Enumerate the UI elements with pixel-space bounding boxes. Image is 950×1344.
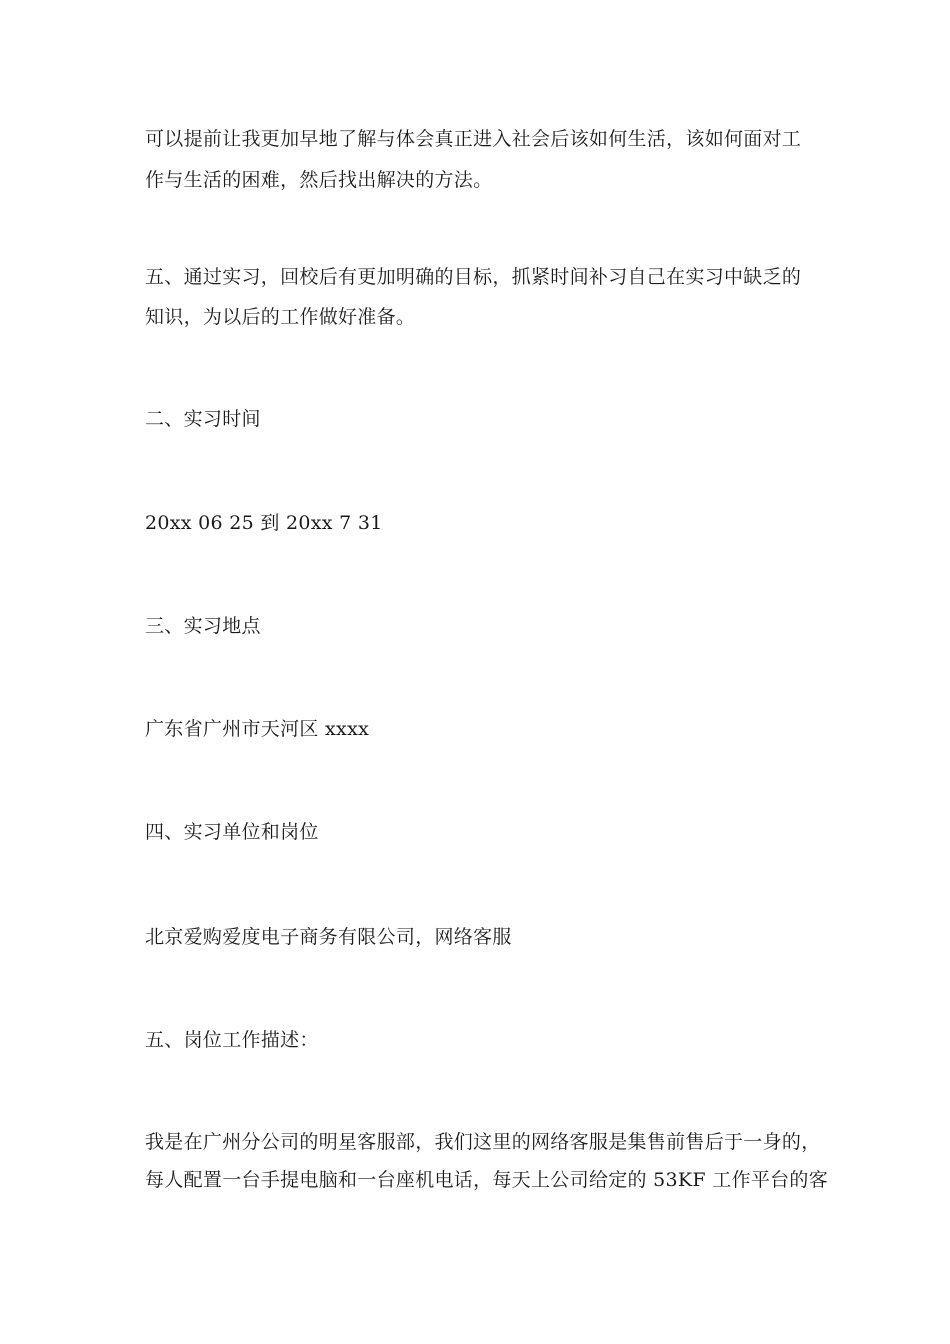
paragraph-line: 我是在广州分公司的明星客服部，我们这里的网络客服是集售前售后于一身的， bbox=[145, 1131, 821, 1153]
section-heading: 二、实习时间 bbox=[145, 408, 261, 430]
paragraph-line: 20xx 06 25 到 20xx 7 31 bbox=[145, 512, 383, 534]
section-heading: 三、实习地点 bbox=[145, 615, 261, 637]
section-heading: 五、岗位工作描述： bbox=[145, 1029, 319, 1051]
paragraph-line: 北京爱购爱度电子商务有限公司，网络客服 bbox=[145, 926, 512, 948]
paragraph-line: 知识，为以后的工作做好准备。 bbox=[145, 306, 416, 328]
paragraph-line: 作与生活的困难，然后找出解决的方法。 bbox=[145, 169, 493, 191]
section-heading: 四、实习单位和岗位 bbox=[145, 821, 319, 843]
paragraph-line: 每人配置一台手提电脑和一台座机电话，每天上公司给定的 53KF 工作平台的客 bbox=[145, 1169, 829, 1191]
paragraph-line: 可以提前让我更加早地了解与体会真正进入社会后该如何生活，该如何面对工 bbox=[145, 128, 802, 150]
paragraph-line: 广东省广州市天河区 xxxx bbox=[145, 718, 370, 740]
paragraph-line: 五、通过实习，回校后有更加明确的目标，抓紧时间补习自己在实习中缺乏的 bbox=[145, 266, 802, 288]
